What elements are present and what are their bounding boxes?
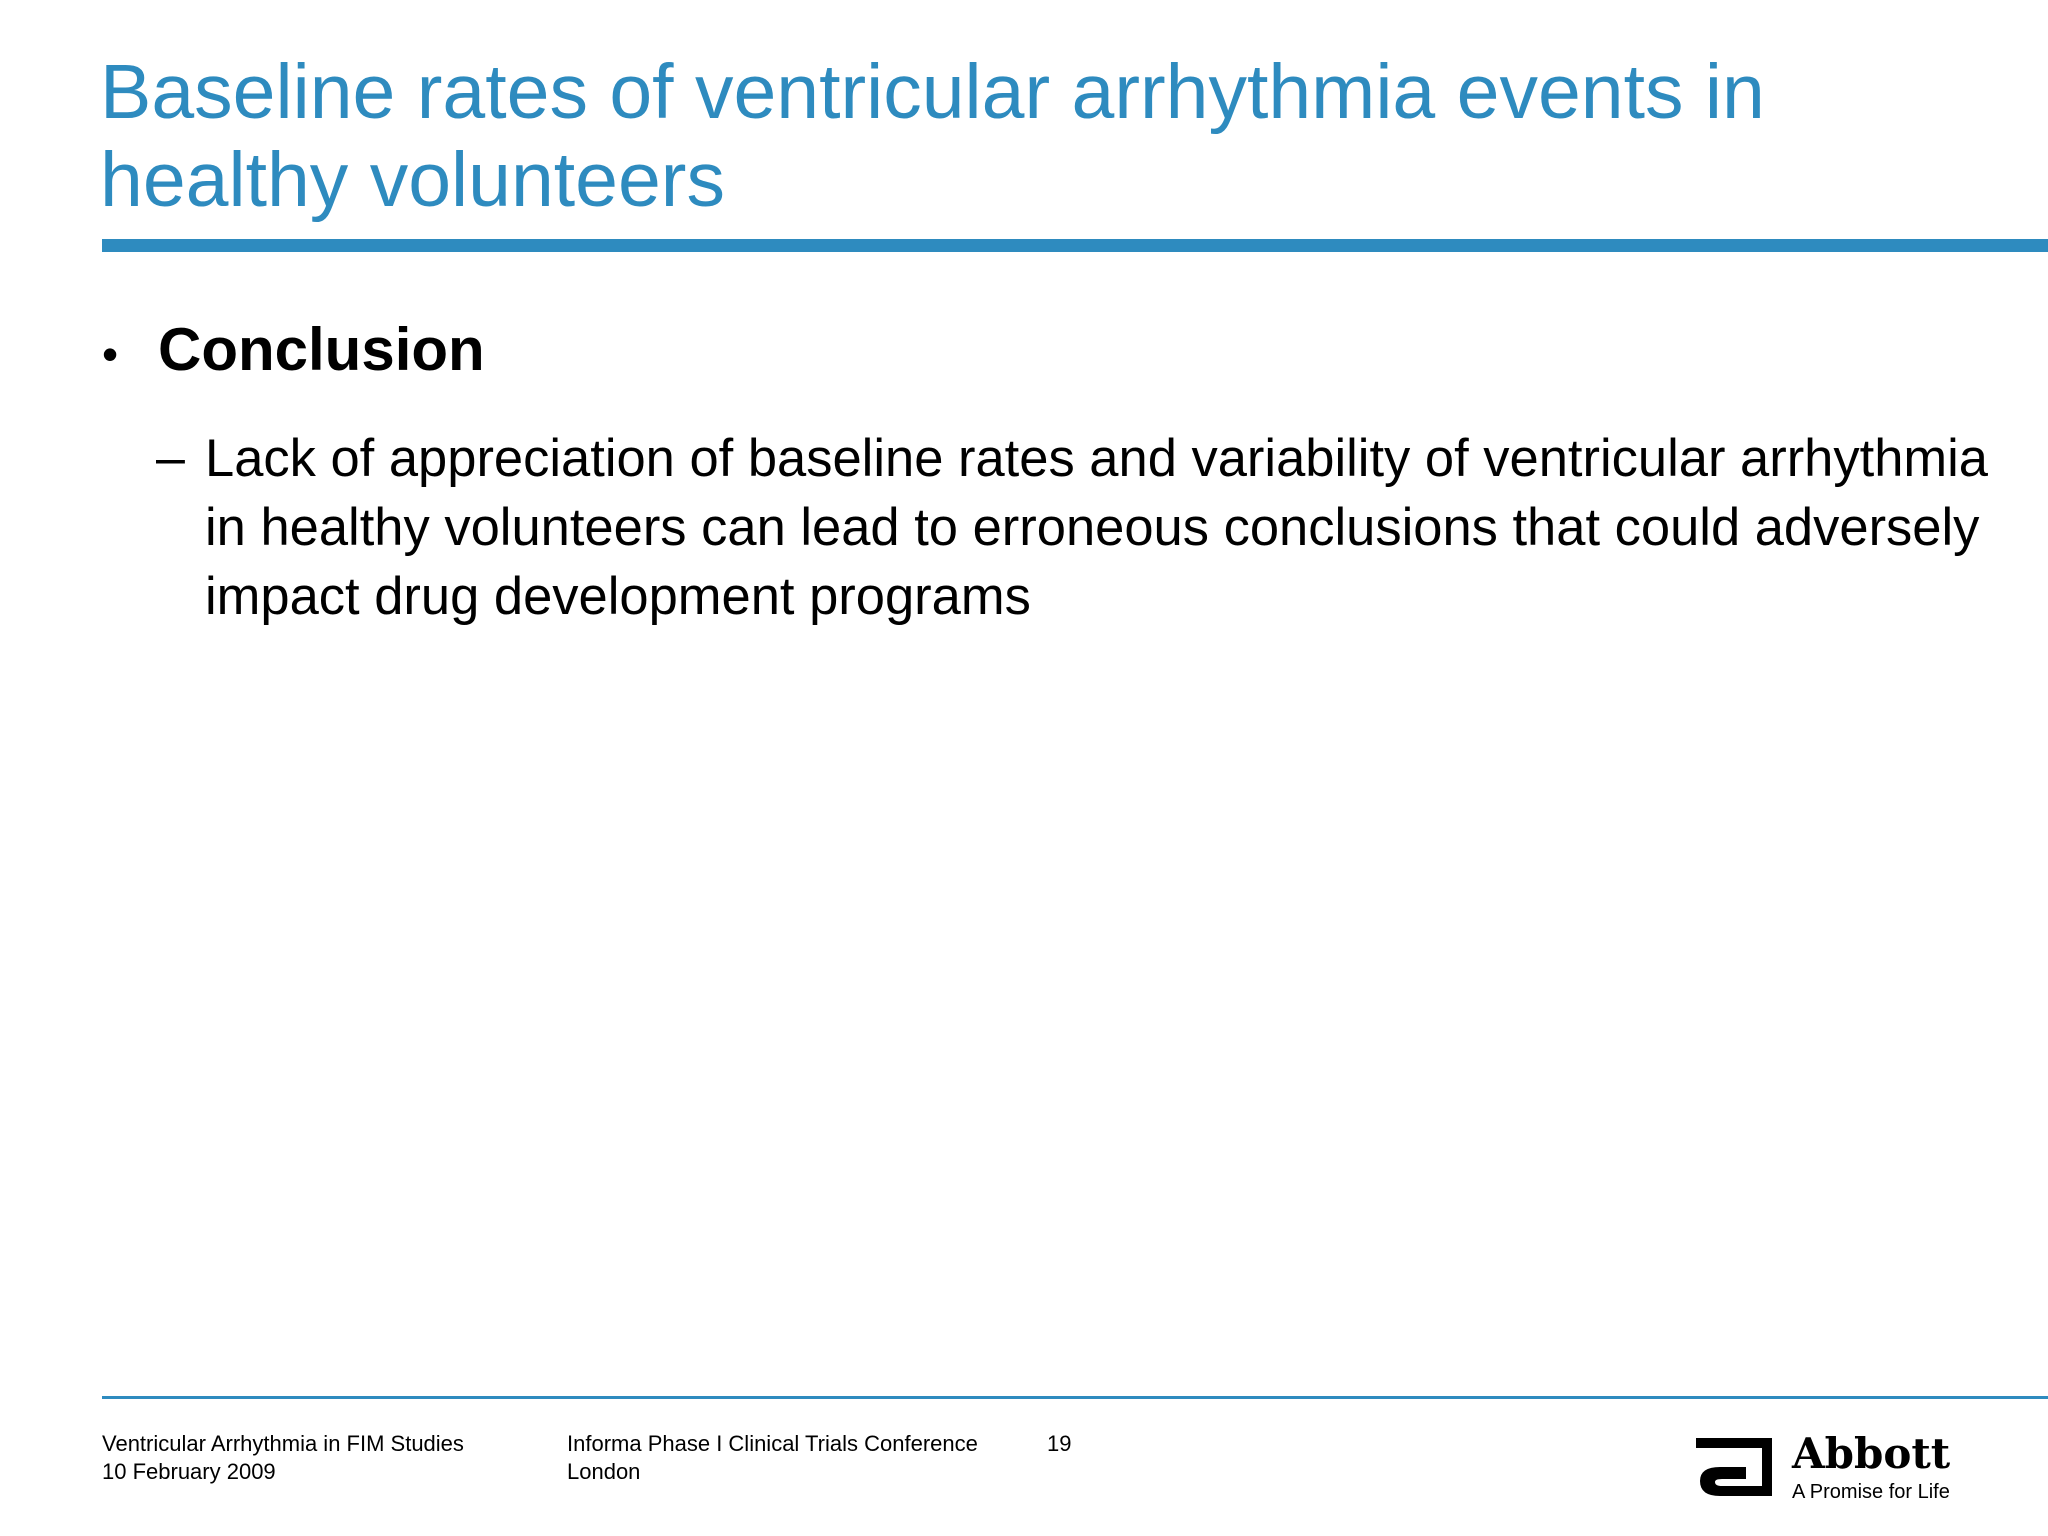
footer-divider	[102, 1396, 2048, 1399]
sub-bullet-item	[156, 424, 1996, 631]
title-divider	[102, 239, 2048, 252]
sub-bullet-text: Lack of appreciation of baseline rates and variability of ventricular arrhythmia in healthy volunteers can lead to erroneous conclusions that could adversely impact drug development programs	[205, 429, 1989, 626]
bullet-item	[102, 310, 485, 394]
bullet-marker: •	[102, 328, 119, 380]
abbott-logo-icon	[1692, 1434, 1776, 1504]
sub-bullet-marker: –	[156, 429, 185, 487]
bullet-heading: Conclusion	[158, 316, 485, 383]
footer-date: 10 February 2009	[102, 1459, 276, 1484]
footer-presentation-info	[102, 1430, 464, 1486]
footer-conference: Informa Phase I Clinical Trials Conference	[567, 1431, 978, 1456]
footer-conference-info	[567, 1430, 978, 1486]
footer-location: London	[567, 1459, 641, 1484]
abbott-logo	[1692, 1430, 1952, 1510]
logo-tagline: A Promise for Life	[1792, 1481, 1950, 1503]
slide-title: Baseline rates of ventricular arrhythmia events in healthy volunteers	[100, 49, 1765, 223]
footer-presentation-title: Ventricular Arrhythmia in FIM Studies	[102, 1431, 464, 1456]
page-number: 19	[1047, 1431, 1072, 1456]
logo-wordmark: Abbott	[1792, 1429, 1951, 1478]
